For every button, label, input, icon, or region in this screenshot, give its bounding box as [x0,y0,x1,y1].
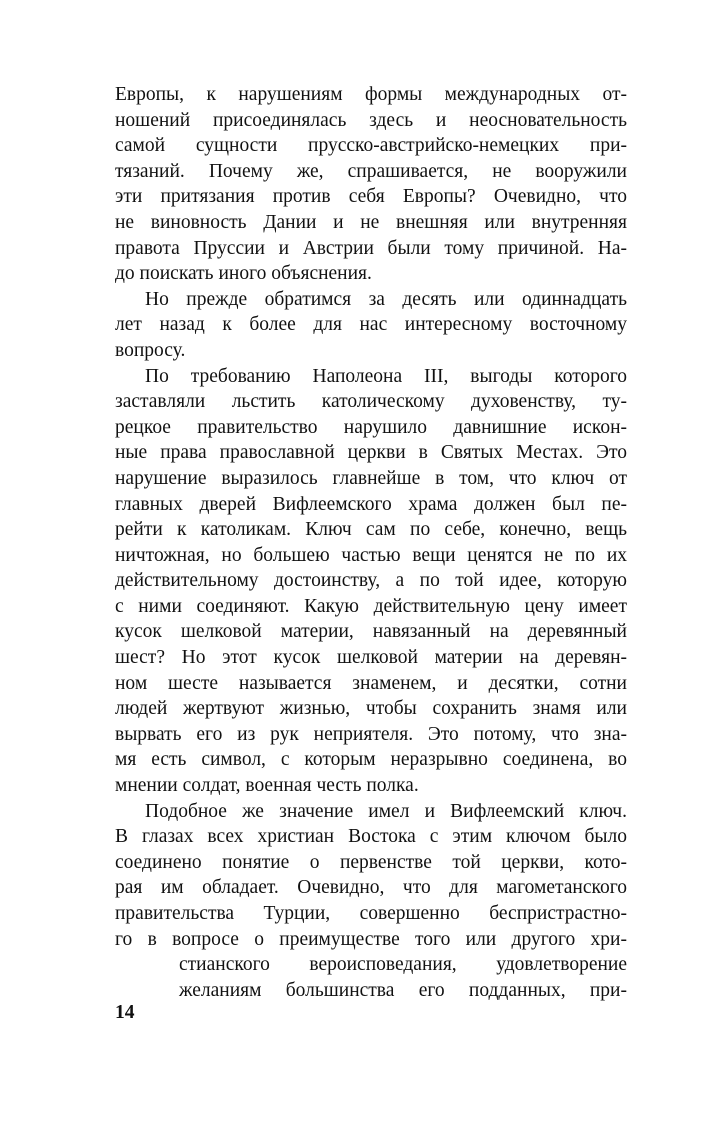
text-line: до поискать иного объяснения. [115,263,372,285]
text-line: эти притязания против себя Европы? Очевидно, что [115,186,627,208]
text-line: В глазах всех христиан Востока с этим ключом было [115,826,627,848]
text-line: кусок шелковой материи, навязанный на деревянный [115,621,627,643]
text-line: го в вопросе о преимуществе того или другого хри- [115,928,627,950]
text-line: ношений присоединялась здесь и неосновательность [115,109,627,131]
text-line: людей жертвуют жизнью, чтобы сохранить знамя или [115,698,627,720]
text-line: Европы, к нарушениям формы международных от- [115,84,627,105]
text-line: Подобное же значение имел и Вифлеемский ключ. [145,800,627,822]
text-line: нарушение выразилось главнейше в том, что ключ от [115,467,627,489]
text-line: рая им обладает. Очевидно, что для магометанского [115,877,627,899]
text-line: Но прежде обратимся за десять или одиннадцать [145,288,627,310]
text-line: правительства Турции, совершенно беспристрастно- [115,903,627,924]
text-line: правота Пруссии и Австрии были тому причиной. На- [115,237,627,259]
text-line: вырвать его из рук неприятеля. Это потому, что зна- [115,723,627,745]
text-line: желаниям большинства его подданных, при- [179,979,627,1001]
text-line: главных дверей Вифлеемского храма должен был пе- [115,493,627,515]
text-line: тязаний. Почему же, спрашивается, не вооружили [115,160,627,182]
text-line: действительному достоинству, а по той идее, которую [115,570,627,592]
text-line: ные права православной церкви в Святых Местах. Это [115,442,627,464]
text-line: мя есть символ, с которым неразрывно соединена, во [115,749,627,771]
body-text [115,82,627,1003]
text-line: рецкое правительство нарушило давнишние искон- [115,416,627,438]
page-number: 14 [115,1002,135,1023]
text-line: По требованию Наполеона III, выгоды которого [145,365,627,387]
text-line: мнении солдат, военная честь полка. [115,775,419,797]
text-line: самой сущности прусско-австрийско-немецких при- [115,135,627,157]
text-line: шест? Но этот кусок шелковой материи на деревян- [115,647,627,669]
text-line: не виновность Дании и не внешняя или внутренняя [115,211,627,233]
text-line: рейти к католикам. Ключ сам по себе, конечно, вещь [115,519,627,541]
text-line: ничтожная, но большею частью вещи ценятся не по их [115,544,627,566]
text-line: вопросу. [115,339,186,361]
text-line: лет назад к более для нас интересному восточному [115,314,627,336]
text-line: соединено понятие о первенстве той церкви, кото- [115,851,627,873]
text-line: ном шесте называется знаменем, и десятки, сотни [115,672,627,694]
text-line: стианского вероисповедания, удовлетворение [179,954,627,976]
text-line: заставляли льстить католическому духовенству, ту- [115,391,627,413]
text-line: с ними соединяют. Какую действительную цену имеет [115,595,627,617]
